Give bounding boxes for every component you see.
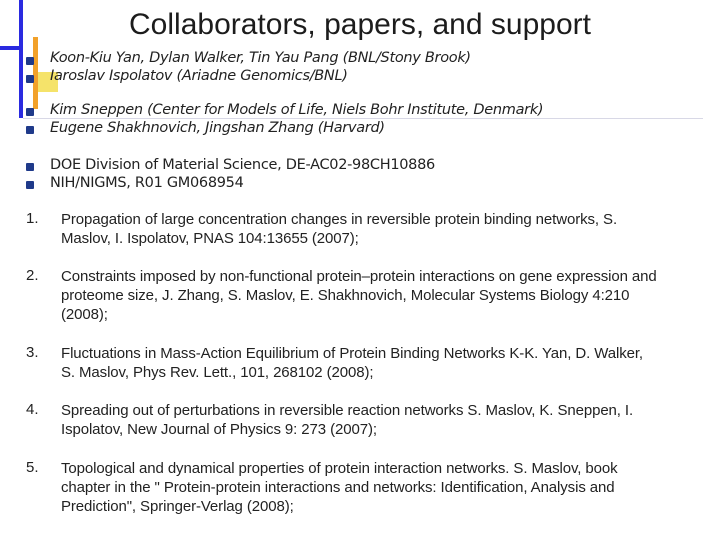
bullet-icon [26,75,34,83]
paper-number: 3. [26,344,39,361]
bullet-icon [26,57,34,65]
support-line: DOE Division of Material Science, DE-AC02-98CH10886 [50,157,435,173]
paper-number: 2. [26,267,39,284]
support-line: NIH/NIGMS, R01 GM068954 [50,175,244,191]
paper-number: 1. [26,210,39,227]
paper-number: 5. [26,459,39,476]
collaborator-line: Iaroslav Ispolatov (Ariadne Genomics/BNL) [50,68,348,84]
paper-citation: Topological and dynamical properties of protein interaction networks. S. Maslov, book chapter in the " Protein-protein interactions and networks: Identification, Analysis and Prediction", Springer-Verlag (2008); [61,460,618,515]
collaborator-line: Eugene Shakhnovich, Jingshan Zhang (Harvard) [50,120,385,136]
collaborator-line: Koon-Kiu Yan, Dylan Walker, Tin Yau Pang (BNL/Stony Brook) [50,50,471,66]
paper-citation: Constraints imposed by non-functional protein–protein interactions on gene expression and proteome size, J. Zhang, S. Maslov, E. Shakhnovich, Molecular Systems Biology 4:210 (2008); [61,268,657,323]
decor-divider [23,118,703,119]
bullet-icon [26,108,34,116]
collaborator-line: Kim Sneppen (Center for Models of Life, Niels Bohr Institute, Denmark) [50,102,544,118]
bullet-icon [26,163,34,171]
decor-blue-tick [0,46,23,50]
slide-title: Collaborators, papers, and support [129,8,591,41]
paper-citation: Spreading out of perturbations in reversible reaction networks S. Maslov, K. Sneppen, I. Ispolatov, New Journal of Physics 9: 273 (2007); [61,402,634,438]
paper-citation: Propagation of large concentration changes in reversible protein binding networks, S. Maslov, I. Ispolatov, PNAS 104:13655 (2007); [61,211,618,247]
bullet-icon [26,181,34,189]
bullet-icon [26,126,34,134]
paper-citation: Fluctuations in Mass-Action Equilibrium of Protein Binding Networks K-K. Yan, D. Walker, S. Maslov, Phys Rev. Lett., 101, 268102 (2008); [61,345,643,381]
paper-number: 4. [26,401,39,418]
